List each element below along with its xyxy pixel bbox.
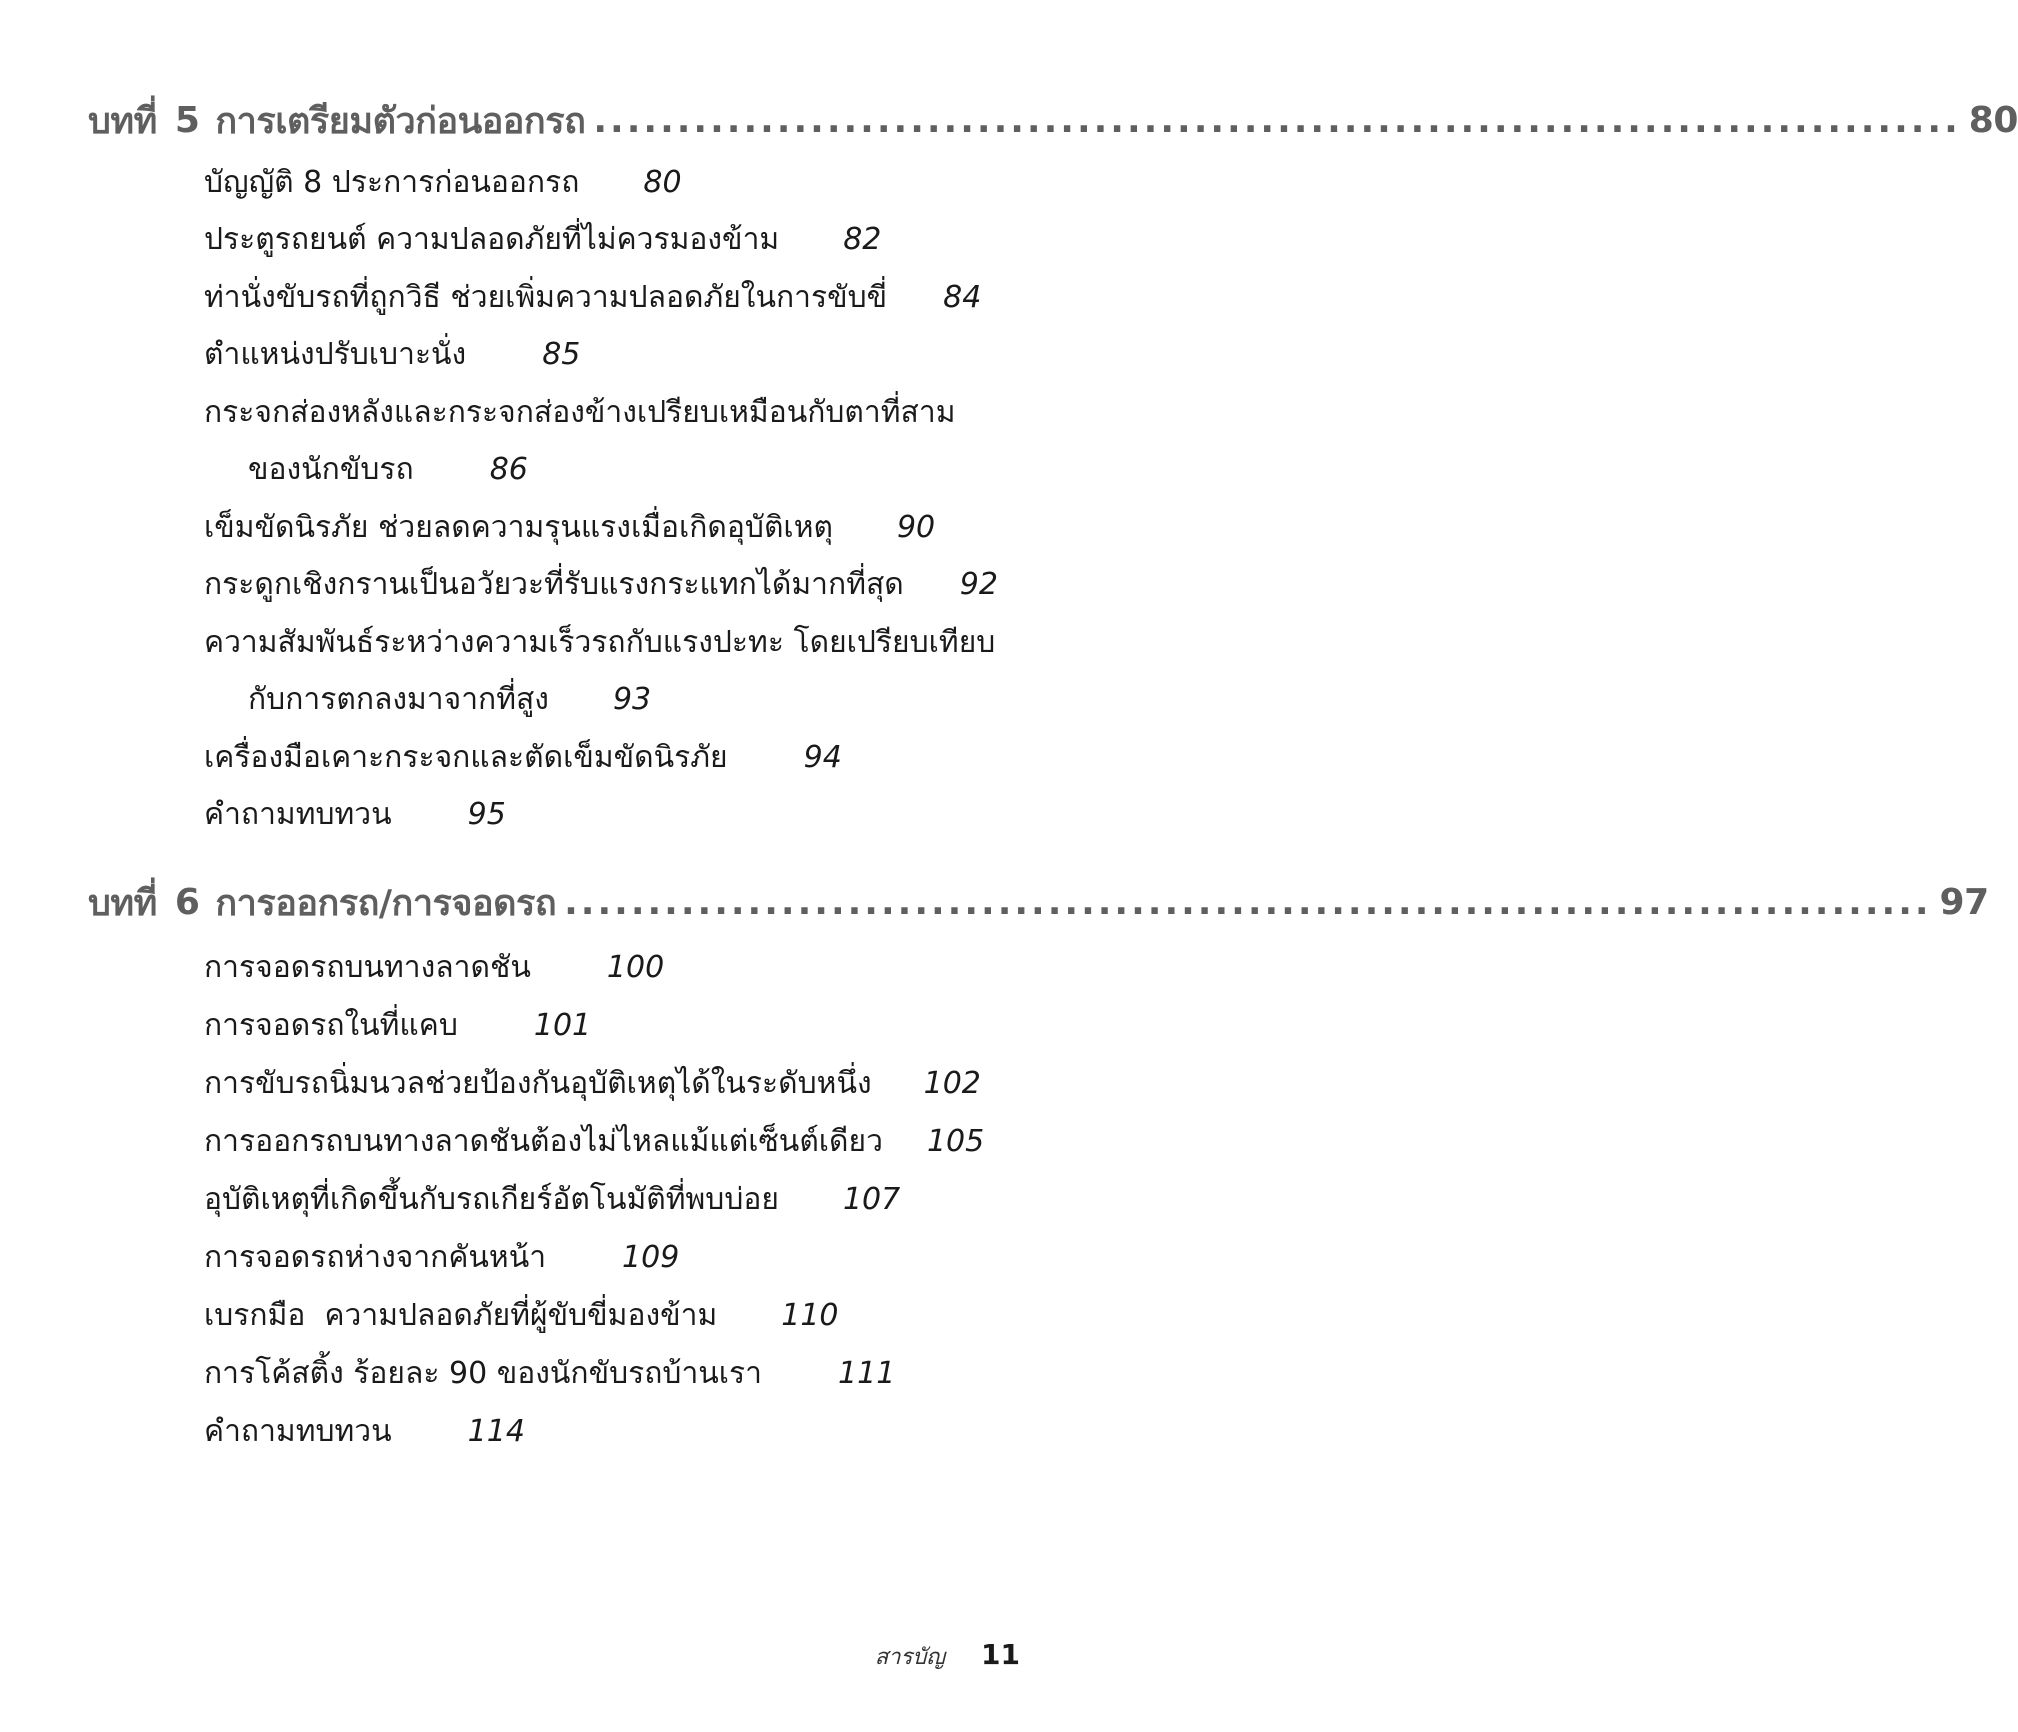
chapter-heading-5 xyxy=(88,90,2018,150)
chapter-label: บทที่ xyxy=(88,882,157,924)
toc-entry xyxy=(204,559,998,609)
toc-entry-title: การจอดรถห่างจากคันหน้า xyxy=(204,1239,547,1275)
chapter-label: บทที่ xyxy=(88,100,157,142)
toc-entry xyxy=(204,387,955,437)
toc-entry xyxy=(204,789,506,839)
page-number: 11 xyxy=(981,1638,1020,1671)
dot-leader: .................................................................................. xyxy=(593,99,1961,141)
toc-entry-page: 102 xyxy=(923,1065,981,1101)
toc-entry-page: 92 xyxy=(959,566,998,602)
toc-entry-title: ตำแหน่งปรับเบาะนั่ง xyxy=(204,336,467,372)
toc-entry xyxy=(204,942,664,992)
chapter-number: 6 xyxy=(174,881,200,923)
toc-entry-title: การขับรถนิ่มนวลช่วยป้องกันอุบัติเหตุได้ในระดับหนึ่ง xyxy=(204,1065,872,1101)
toc-entry-title: บัญญัติ 8 ประการก่อนออกรถ xyxy=(204,164,580,200)
toc-entry-page: 95 xyxy=(467,796,506,832)
toc-entry xyxy=(204,214,881,264)
toc-entry-title: เข็มขัดนิรภัย ช่วยลดความรุนแรงเมื่อเกิดอุบัติเหตุ xyxy=(204,509,833,545)
toc-entry xyxy=(204,157,682,207)
chapter-page-number: 97 xyxy=(1939,881,1989,923)
toc-entry xyxy=(204,1406,525,1456)
toc-entry xyxy=(204,502,935,552)
toc-entry-page: 86 xyxy=(489,451,528,487)
chapter-page-number: 80 xyxy=(1968,99,2018,141)
toc-entry-title: คำถามทบทวน xyxy=(204,796,392,832)
toc-entry-title-continued: ของนักขับรถ xyxy=(248,451,414,487)
toc-entry xyxy=(204,272,981,322)
page-footer xyxy=(875,1638,1020,1682)
toc-entry-continuation xyxy=(248,674,651,724)
running-footer-section: สารบัญ xyxy=(874,1645,946,1670)
toc-entry-page: 93 xyxy=(612,681,652,717)
toc-entry-title: การโค้สติ้ง ร้อยละ 90 ของนักขับรถบ้านเรา xyxy=(204,1355,763,1391)
toc-entry-page: 94 xyxy=(803,739,842,775)
toc-entry-page: 110 xyxy=(781,1297,839,1333)
toc-entry-page: 107 xyxy=(842,1181,901,1217)
toc-entry xyxy=(204,1000,591,1050)
toc-entry-page: 80 xyxy=(643,164,682,200)
toc-entry-page: 101 xyxy=(533,1007,592,1043)
toc-entry-title: อุบัติเหตุที่เกิดขึ้นกับรถเกียร์อัตโนมัติที่พบบ่อย xyxy=(204,1181,779,1217)
toc-entry-title: การจอดรถในที่แคบ xyxy=(204,1007,458,1043)
toc-entry-title: ความสัมพันธ์ระหว่างความเร็วรถกับแรงปะทะ โดยเปรียบเทียบ xyxy=(204,624,996,660)
chapter-title: การเตรียมตัวก่อนออกรถ xyxy=(215,100,586,142)
toc-entry-title-continued: กับการตกลงมาจากที่สูง xyxy=(248,681,549,717)
dot-leader: .................................................................................. xyxy=(564,881,1932,923)
toc-entry xyxy=(204,617,995,667)
toc-entry-title: เครื่องมือเคาะกระจกและตัดเข็มขัดนิรภัย xyxy=(204,739,728,775)
toc-entry-page: 84 xyxy=(943,279,982,315)
chapter-title: การออกรถ/การจอดรถ xyxy=(215,882,557,924)
toc-entry-page: 111 xyxy=(838,1355,896,1391)
toc-entry-page: 114 xyxy=(467,1413,525,1449)
toc-entry-title: กระดูกเชิงกรานเป็นอวัยวะที่รับแรงกระแทกได้มากที่สุด xyxy=(204,566,904,602)
chapter-heading-6 xyxy=(88,872,1989,932)
toc-entry-page: 105 xyxy=(926,1123,985,1159)
toc-entry-title: ท่านั่งขับรถที่ถูกวิธี ช่วยเพิ่มความปลอดภัยในการขับขี่ xyxy=(204,279,888,315)
toc-entry-page: 82 xyxy=(843,221,882,257)
toc-entry-page: 90 xyxy=(896,509,936,545)
chapter-number: 5 xyxy=(174,99,200,141)
toc-entry-title: ประตูรถยนต์ ความปลอดภัยที่ไม่ควรมองข้าม xyxy=(204,221,780,257)
toc-entry-page: 85 xyxy=(542,336,581,372)
toc-entry-title: การออกรถบนทางลาดชันต้องไม่ไหลแม้แต่เซ็นต์เดียว xyxy=(204,1123,883,1159)
toc-entry xyxy=(204,1232,679,1282)
toc-entry xyxy=(204,1348,895,1398)
toc-entry-title: การจอดรถบนทางลาดชัน xyxy=(204,949,531,985)
toc-entry-title: เบรกมือ ความปลอดภัยที่ผู้ขับขี่มองข้าม xyxy=(204,1297,718,1333)
toc-entry xyxy=(204,1174,900,1224)
toc-entry-page: 100 xyxy=(606,949,665,985)
toc-entry xyxy=(204,1290,839,1340)
toc-entry xyxy=(204,1058,981,1108)
toc-entry-title: คำถามทบทวน xyxy=(204,1413,392,1449)
toc-entry-page: 109 xyxy=(622,1239,680,1275)
toc-entry xyxy=(204,1116,984,1166)
toc-entry xyxy=(204,329,580,379)
toc-entry-continuation xyxy=(248,444,528,494)
toc-entry-title: กระจกส่องหลังและกระจกส่องข้างเปรียบเหมือนกับตาที่สาม xyxy=(204,394,956,430)
toc-entry xyxy=(204,732,842,782)
